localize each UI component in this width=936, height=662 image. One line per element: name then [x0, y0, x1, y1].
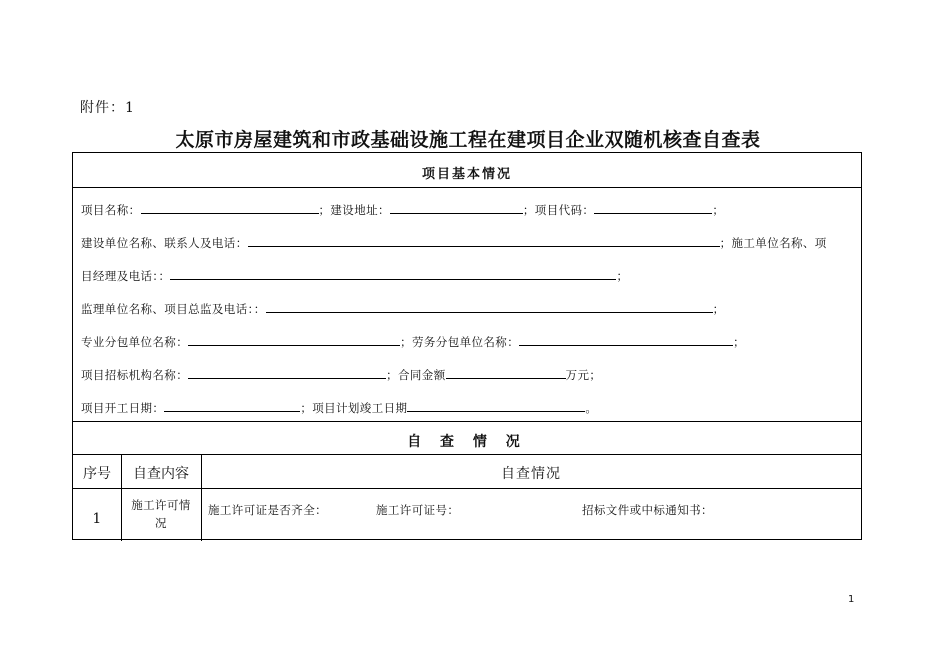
- project-name-label: 项目名称：: [81, 203, 141, 217]
- completion-date-label: ；项目计划竣工日期: [300, 401, 408, 415]
- project-code-label: ；项目代码：: [522, 203, 595, 217]
- bidding-agency-field[interactable]: [188, 366, 386, 379]
- project-row-1: [81, 201, 724, 218]
- header-seq: 序号: [83, 466, 111, 482]
- divider: [73, 187, 861, 188]
- project-row-6: [81, 366, 601, 383]
- row-end: ；: [712, 302, 725, 316]
- permit-complete-question[interactable]: 施工许可证是否齐全：: [208, 503, 327, 517]
- project-row-7: [81, 399, 597, 416]
- start-date-label: 项目开工日期：: [81, 401, 165, 415]
- labor-subcontractor-label: ；劳务分包单位名称：: [400, 335, 520, 349]
- owner-unit-label: 建设单位名称、联系人及电话：: [81, 236, 248, 250]
- row1-content-line1: 施工许可情: [131, 498, 191, 512]
- project-row-3: [81, 267, 628, 284]
- project-name-field[interactable]: [141, 201, 319, 214]
- contract-amount-label: ；合同金额: [386, 368, 446, 382]
- section-basic-info-header: 项目基本情况: [421, 167, 512, 182]
- project-row-5: [81, 333, 745, 350]
- row1-content-line2: 况: [155, 516, 167, 530]
- supervisor-label: 监理单位名称、项目总监及电话：：: [81, 302, 266, 316]
- project-code-field[interactable]: [594, 201, 712, 214]
- contractor-field[interactable]: [170, 267, 616, 280]
- project-row-4: [81, 300, 725, 317]
- divider: [73, 454, 861, 455]
- bid-notice-field[interactable]: 招标文件或中标通知书：: [582, 503, 713, 517]
- construction-address-label: ；建设地址：: [318, 203, 390, 217]
- project-manager-label: 目经理及电话：：: [81, 269, 171, 283]
- checklist-table: [72, 152, 862, 540]
- row-end: ；: [616, 269, 629, 283]
- start-date-field[interactable]: [164, 399, 300, 412]
- row-end: ；: [733, 335, 746, 349]
- supervisor-field[interactable]: [266, 300, 713, 313]
- row1-seq: 1: [92, 511, 102, 527]
- section-self-check-header: 自 查 情 况: [407, 434, 527, 450]
- contractor-label: ；施工单位名称、项: [719, 236, 827, 250]
- page-number: 1: [848, 594, 855, 605]
- completion-date-field[interactable]: [407, 399, 585, 412]
- contract-amount-unit: 万元；: [565, 368, 602, 382]
- row-end: ；: [712, 203, 725, 217]
- contract-amount-field[interactable]: [446, 366, 566, 379]
- header-status: 自查情况: [501, 466, 561, 482]
- divider: [73, 488, 861, 489]
- permit-number-field[interactable]: 施工许可证号：: [376, 503, 460, 517]
- divider: [73, 421, 861, 422]
- row-end: 。: [585, 401, 598, 415]
- labor-subcontractor-field[interactable]: [519, 333, 733, 346]
- specialty-subcontractor-field[interactable]: [188, 333, 400, 346]
- attachment-label: 附件：1: [80, 100, 135, 116]
- specialty-subcontractor-label: 专业分包单位名称：: [81, 335, 189, 349]
- construction-address-field[interactable]: [390, 201, 523, 214]
- owner-unit-field[interactable]: [248, 234, 720, 247]
- bidding-agency-label: 项目招标机构名称：: [81, 368, 189, 382]
- document-title: 太原市房屋建筑和市政基础设施工程在建项目企业双随机核查自查表: [175, 129, 761, 151]
- project-row-2: [81, 234, 827, 251]
- row1-content: [121, 496, 201, 532]
- header-content: 自查内容: [133, 466, 189, 482]
